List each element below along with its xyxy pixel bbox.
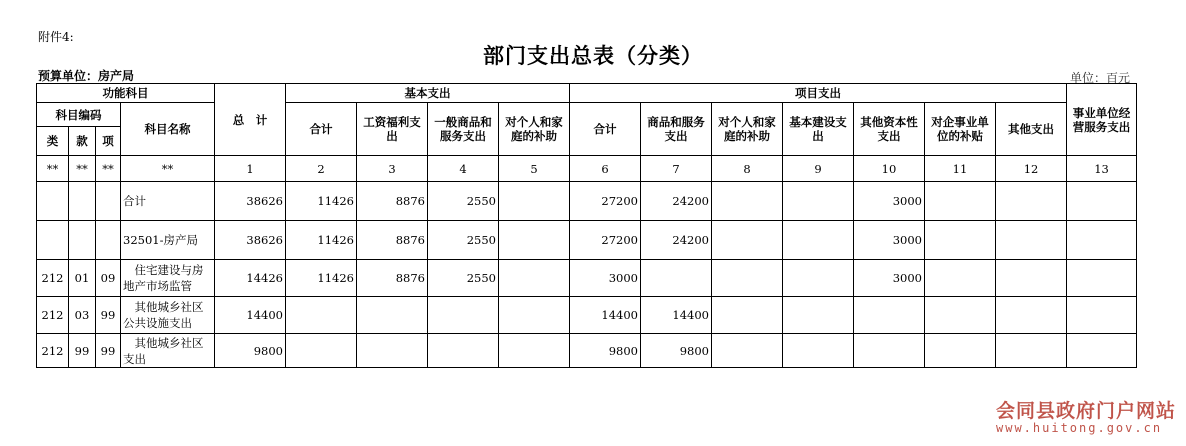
- code-kuan-cell: [69, 182, 96, 221]
- code-xiang-cell: [96, 182, 121, 221]
- amount-cell: [854, 334, 925, 368]
- table-row: [37, 260, 1137, 297]
- amount-cell: [428, 334, 499, 368]
- index-cell: 13: [1067, 156, 1137, 182]
- amount-cell: 9800: [570, 334, 641, 368]
- header-project-total: 合计: [570, 103, 641, 156]
- amount-cell: [712, 221, 783, 260]
- index-cell: 6: [570, 156, 641, 182]
- code-kuan-cell: 99: [69, 334, 96, 368]
- header-project-capital: 其他资本性支出: [854, 103, 925, 156]
- amount-cell: [1067, 334, 1137, 368]
- amount-cell: 3000: [854, 221, 925, 260]
- code-lei-cell: [37, 182, 69, 221]
- index-cell: **: [96, 156, 121, 182]
- amount-cell: [499, 182, 570, 221]
- amount-cell: 11426: [286, 260, 357, 297]
- amount-cell: [499, 297, 570, 334]
- subject-name-cell: 其他城乡社区支出: [121, 334, 215, 368]
- amount-cell: [996, 182, 1067, 221]
- amount-cell: [357, 297, 428, 334]
- amount-cell: 3000: [854, 260, 925, 297]
- header-basic: 基本支出: [286, 84, 570, 103]
- amount-cell: 2550: [428, 221, 499, 260]
- amount-cell: 24200: [641, 221, 712, 260]
- amount-cell: 14400: [215, 297, 286, 334]
- amount-cell: [286, 334, 357, 368]
- code-kuan-cell: [69, 221, 96, 260]
- index-row: [37, 156, 1137, 182]
- amount-cell: [925, 182, 996, 221]
- amount-cell: [783, 260, 854, 297]
- amount-cell: [996, 221, 1067, 260]
- amount-cell: 14400: [641, 297, 712, 334]
- amount-cell: [925, 334, 996, 368]
- table-body: [37, 182, 1137, 368]
- amount-cell: [783, 334, 854, 368]
- amount-cell: 8876: [357, 221, 428, 260]
- amount-cell: [1067, 297, 1137, 334]
- amount-cell: [783, 221, 854, 260]
- index-cell: 9: [783, 156, 854, 182]
- index-cell: 7: [641, 156, 712, 182]
- amount-cell: 38626: [215, 221, 286, 260]
- index-cell: **: [69, 156, 96, 182]
- site-watermark: 会同县政府门户网站: [996, 400, 1177, 422]
- subject-name-cell: 合计: [121, 182, 215, 221]
- amount-cell: 11426: [286, 182, 357, 221]
- amount-cell: [996, 260, 1067, 297]
- amount-cell: [286, 297, 357, 334]
- code-lei-cell: 212: [37, 260, 69, 297]
- amount-cell: 11426: [286, 221, 357, 260]
- code-lei-cell: [37, 221, 69, 260]
- header-func: 功能科目: [37, 84, 215, 103]
- index-cell: **: [121, 156, 215, 182]
- header-project-other: 其他支出: [996, 103, 1067, 156]
- index-cell: 12: [996, 156, 1067, 182]
- subject-name-cell: 32501-房产局: [121, 221, 215, 260]
- header-project-subsidy: 对个人和家庭的补助: [712, 103, 783, 156]
- site-url-watermark: www.huitong.gov.cn: [996, 421, 1163, 435]
- amount-cell: 14426: [215, 260, 286, 297]
- amount-cell: [996, 297, 1067, 334]
- table-row: [37, 297, 1137, 334]
- amount-cell: [499, 221, 570, 260]
- amount-cell: [1067, 260, 1137, 297]
- amount-cell: [499, 334, 570, 368]
- index-cell: 11: [925, 156, 996, 182]
- amount-cell: 9800: [215, 334, 286, 368]
- amount-cell: 2550: [428, 260, 499, 297]
- amount-cell: [712, 297, 783, 334]
- amount-cell: [925, 221, 996, 260]
- amount-cell: 8876: [357, 182, 428, 221]
- code-xiang-cell: 99: [96, 334, 121, 368]
- header-project-enterprise: 对企事业单位的补贴: [925, 103, 996, 156]
- header-project: 项目支出: [570, 84, 1067, 103]
- amount-cell: 3000: [854, 182, 925, 221]
- amount-cell: 9800: [641, 334, 712, 368]
- header-lei: 类: [37, 127, 69, 156]
- header-code: 科目编码: [37, 103, 121, 127]
- code-xiang-cell: [96, 221, 121, 260]
- table-row: [37, 182, 1137, 221]
- table-row: [37, 221, 1137, 260]
- subject-name-cell: 其他城乡社区公共设施支出: [121, 297, 215, 334]
- amount-cell: 8876: [357, 260, 428, 297]
- header-total: 总 计: [215, 84, 286, 156]
- amount-cell: 38626: [215, 182, 286, 221]
- amount-cell: 24200: [641, 182, 712, 221]
- amount-cell: 3000: [570, 260, 641, 297]
- amount-cell: [641, 260, 712, 297]
- amount-cell: [996, 334, 1067, 368]
- header-kuan: 款: [69, 127, 96, 156]
- index-cell: 1: [215, 156, 286, 182]
- table-row: [37, 334, 1137, 368]
- code-lei-cell: 212: [37, 297, 69, 334]
- index-cell: 5: [499, 156, 570, 182]
- attachment-label: 附件4:: [38, 30, 74, 44]
- index-cell: 10: [854, 156, 925, 182]
- amount-cell: [712, 182, 783, 221]
- currency-unit-label: 单位：百元: [1070, 71, 1131, 85]
- code-xiang-cell: 09: [96, 260, 121, 297]
- amount-cell: [854, 297, 925, 334]
- code-lei-cell: 212: [37, 334, 69, 368]
- page-title: 部门支出总表（分类）: [483, 43, 703, 68]
- expenditure-table: [36, 83, 1137, 368]
- amount-cell: [499, 260, 570, 297]
- amount-cell: 27200: [570, 221, 641, 260]
- index-cell: 4: [428, 156, 499, 182]
- budget-unit-label: 预算单位：房产局: [38, 69, 135, 83]
- amount-cell: [712, 334, 783, 368]
- amount-cell: [925, 297, 996, 334]
- index-cell: 2: [286, 156, 357, 182]
- amount-cell: [783, 182, 854, 221]
- code-kuan-cell: 01: [69, 260, 96, 297]
- code-xiang-cell: 99: [96, 297, 121, 334]
- header-project-goods: 商品和服务支出: [641, 103, 712, 156]
- amount-cell: 27200: [570, 182, 641, 221]
- header-basic-goods: 一般商品和服务支出: [428, 103, 499, 156]
- amount-cell: 14400: [570, 297, 641, 334]
- index-cell: 3: [357, 156, 428, 182]
- header-project-construction: 基本建设支出: [783, 103, 854, 156]
- amount-cell: [428, 297, 499, 334]
- index-cell: 8: [712, 156, 783, 182]
- header-name: 科目名称: [121, 103, 215, 156]
- amount-cell: [1067, 221, 1137, 260]
- amount-cell: [357, 334, 428, 368]
- subject-name-cell: 住宅建设与房地产市场监管: [121, 260, 215, 297]
- header-basic-subsidy: 对个人和家庭的补助: [499, 103, 570, 156]
- amount-cell: 2550: [428, 182, 499, 221]
- amount-cell: [712, 260, 783, 297]
- header-biz: 事业单位经营服务支出: [1067, 84, 1137, 156]
- header-basic-wages: 工资福利支出: [357, 103, 428, 156]
- amount-cell: [1067, 182, 1137, 221]
- header-basic-total: 合计: [286, 103, 357, 156]
- amount-cell: [925, 260, 996, 297]
- code-kuan-cell: 03: [69, 297, 96, 334]
- header-xiang: 项: [96, 127, 121, 156]
- amount-cell: [783, 297, 854, 334]
- index-cell: **: [37, 156, 69, 182]
